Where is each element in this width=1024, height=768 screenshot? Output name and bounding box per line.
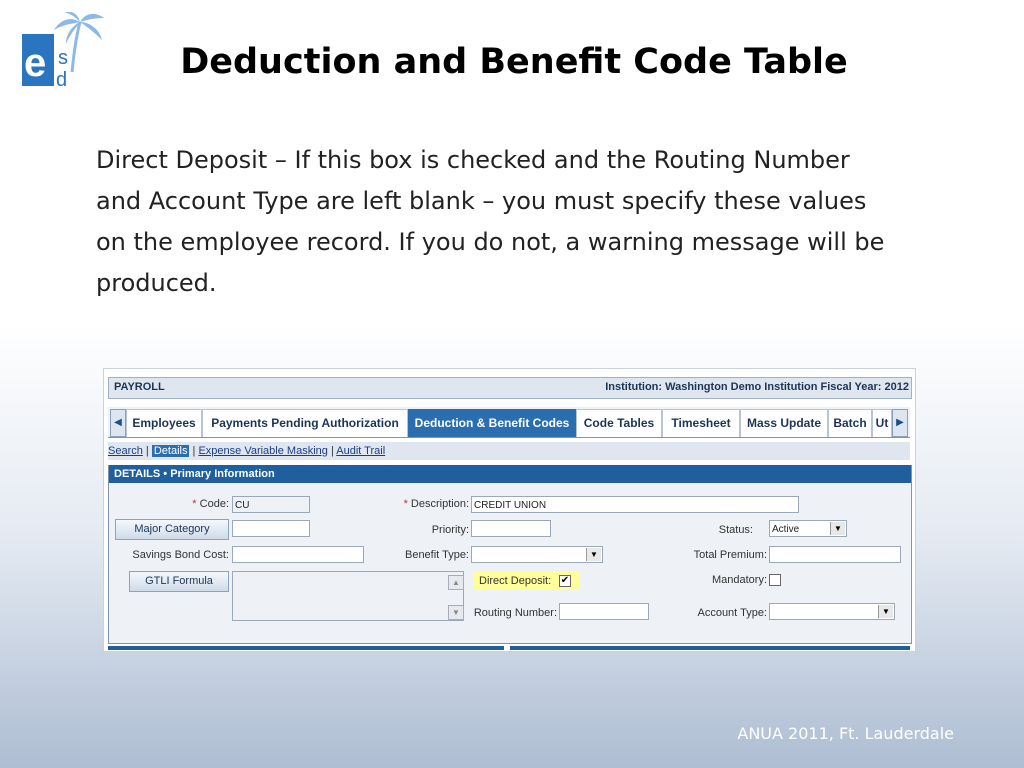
tab-scroll-left-icon[interactable]: ◀: [110, 409, 126, 437]
status-label: Status:: [718, 524, 753, 536]
priority-field[interactable]: [471, 520, 551, 537]
savings-bond-cost-label: Savings Bond Cost:: [132, 549, 229, 561]
routing-number-field[interactable]: [559, 603, 649, 620]
account-type-label: Account Type:: [697, 607, 767, 619]
chevron-down-icon: ▼: [878, 605, 893, 618]
svg-text:e: e: [24, 41, 47, 85]
slide-title: Deduction and Benefit Code Table: [180, 42, 848, 82]
major-category-field[interactable]: [232, 520, 310, 537]
chevron-down-icon: ▼: [830, 522, 845, 535]
routing-number-label: Routing Number:: [473, 607, 557, 619]
payroll-app-window: [103, 368, 916, 652]
audit-trail-link[interactable]: Audit Trail: [336, 445, 386, 457]
institution-info: Institution: Washington Demo Institution Fiscal Year: 2012: [605, 381, 909, 393]
major-category-button[interactable]: Major Category: [115, 519, 229, 540]
svg-text:d: d: [56, 69, 68, 91]
direct-deposit-label: Direct Deposit:: [479, 575, 552, 587]
details-section: [108, 465, 912, 644]
description-label: * Description:: [403, 498, 469, 510]
tab-timesheet[interactable]: Timesheet: [662, 409, 740, 437]
tab-batch[interactable]: Batch: [828, 409, 872, 437]
total-premium-field[interactable]: [769, 546, 901, 563]
scroll-up-icon[interactable]: ▲: [448, 575, 464, 590]
tab-mass-update[interactable]: Mass Update: [740, 409, 828, 437]
benefit-type-label: Benefit Type:: [404, 549, 469, 561]
tab-deduction-benefit-codes[interactable]: Deduction & Benefit Codes: [408, 409, 576, 437]
section-title: DETAILS • Primary Information: [109, 465, 911, 483]
tab-employees[interactable]: Employees: [126, 409, 202, 437]
benefit-type-select[interactable]: [471, 546, 603, 563]
tab-payments-pending-authorization[interactable]: Payments Pending Authorization: [202, 409, 408, 437]
svg-text:s: s: [58, 47, 68, 69]
status-select[interactable]: Active ▼: [769, 520, 847, 537]
tab-utilities[interactable]: Ut: [872, 409, 892, 437]
gtli-formula-button[interactable]: GTLI Formula: [129, 571, 229, 592]
tab-bar: [108, 407, 910, 438]
account-type-select[interactable]: [769, 603, 895, 620]
mandatory-label: Mandatory:: [711, 574, 767, 586]
savings-bond-cost-field[interactable]: [232, 546, 364, 563]
code-label: * Code:: [192, 498, 229, 510]
priority-label: Priority:: [431, 524, 469, 536]
module-header-bar: [108, 377, 912, 399]
bottom-section-bars: [108, 646, 910, 650]
expense-variable-masking-link[interactable]: Expense Variable Masking: [198, 445, 328, 457]
direct-deposit-highlight: [473, 571, 580, 590]
details-link[interactable]: Details: [153, 445, 188, 457]
slide-body-text: Direct Deposit – If this box is checked and the Routing Number and Account Type are left blank – you must specify these values on the employee record. If you do not, a warning message will be produced.: [96, 146, 885, 297]
chevron-down-icon: ▼: [586, 548, 601, 561]
scroll-down-icon[interactable]: ▼: [448, 605, 464, 620]
code-field[interactable]: CU: [232, 496, 310, 513]
description-field[interactable]: CREDIT UNION: [471, 496, 799, 513]
tab-code-tables[interactable]: Code Tables: [576, 409, 662, 437]
gtli-formula-textarea[interactable]: [232, 571, 464, 621]
total-premium-label: Total Premium:: [693, 549, 767, 561]
slide-footer: ANUA 2011, Ft. Lauderdale: [737, 724, 954, 743]
module-name: PAYROLL: [114, 381, 165, 393]
mandatory-checkbox[interactable]: [769, 574, 781, 586]
sub-navigation: Search | Details | Expense Variable Masking | Audit Trail: [108, 442, 910, 460]
direct-deposit-checkbox[interactable]: ✔: [560, 575, 570, 586]
search-link[interactable]: Search: [108, 445, 143, 457]
tab-scroll-right-icon[interactable]: ▶: [892, 409, 908, 437]
